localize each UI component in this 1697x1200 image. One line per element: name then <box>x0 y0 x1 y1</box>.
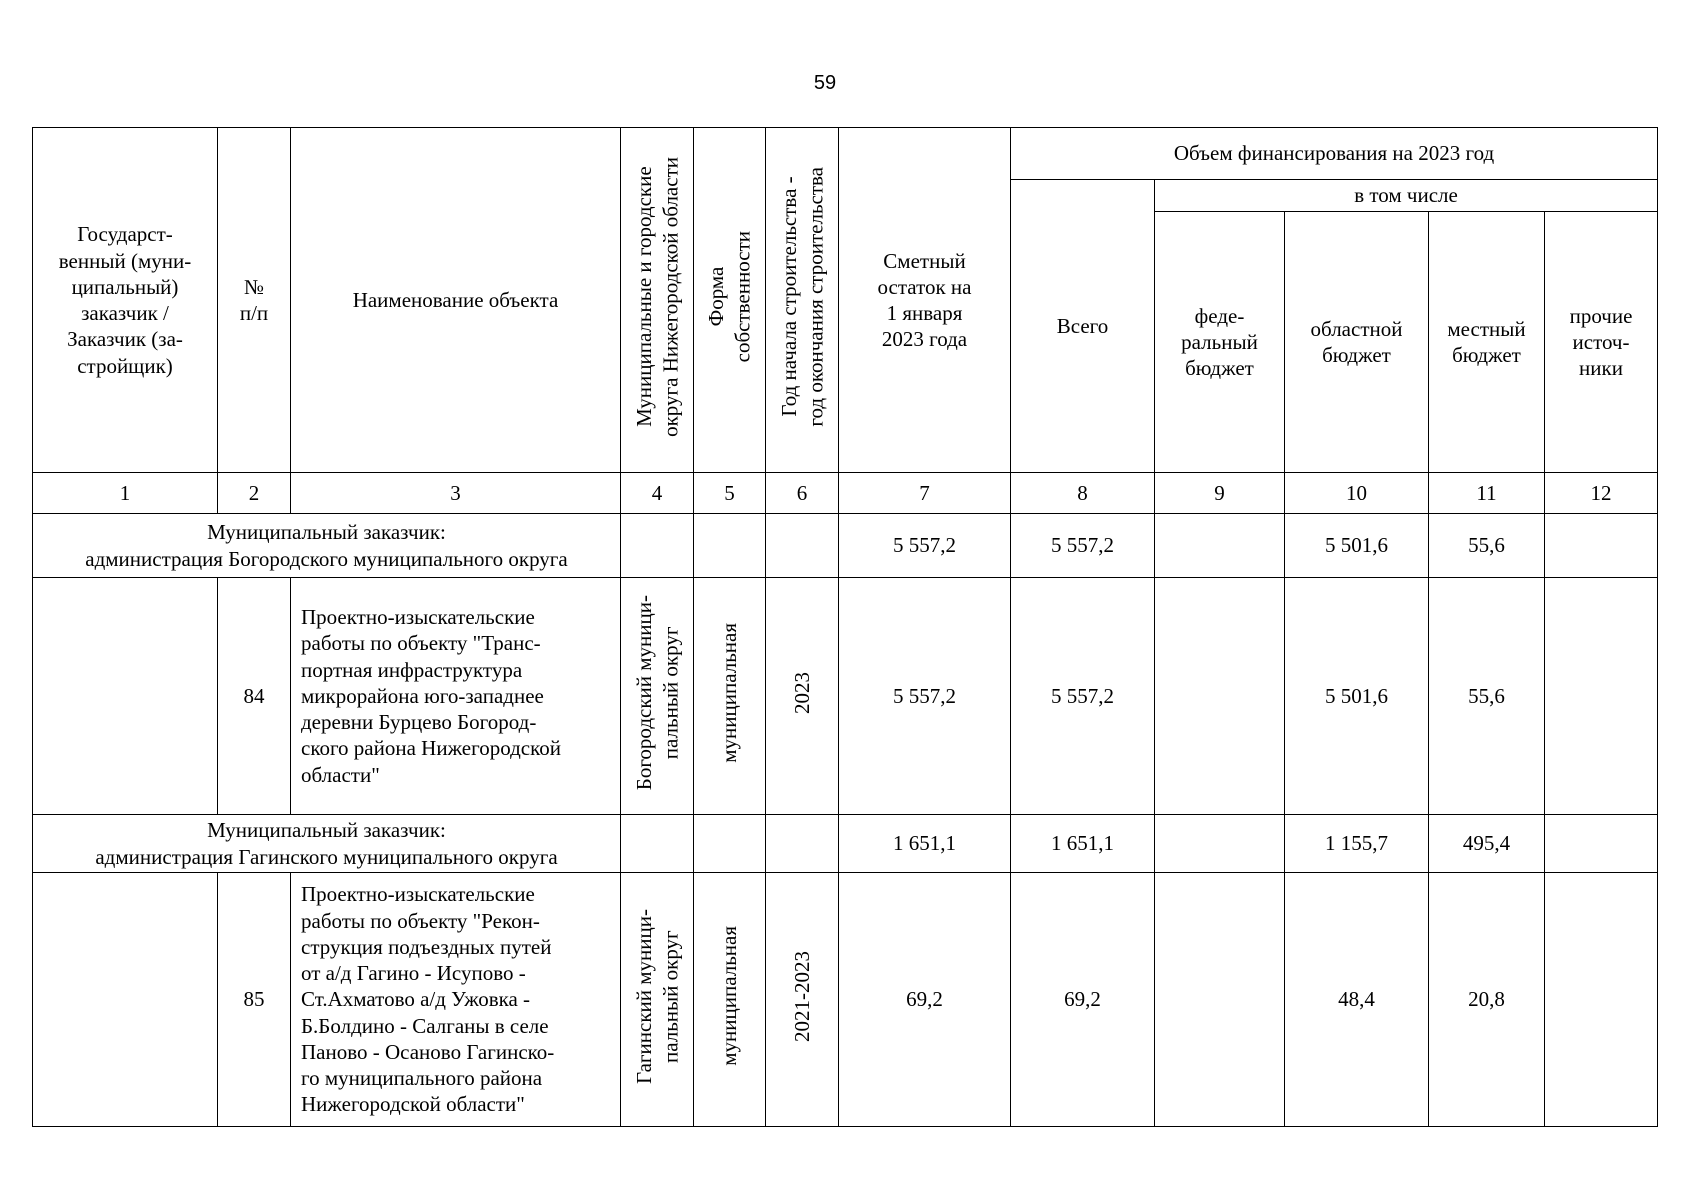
object-years <box>766 578 839 815</box>
object-federal <box>1155 873 1285 1127</box>
col-number: 6 <box>766 473 839 514</box>
object-ownership-text: муниципальная <box>717 622 742 763</box>
section-total: 1 651,1 <box>1011 815 1155 873</box>
header-including: в том числе <box>1155 180 1658 212</box>
object-remainder: 69,2 <box>839 873 1011 1127</box>
col-number: 5 <box>694 473 766 514</box>
header-municipality <box>621 128 694 473</box>
section-local: 55,6 <box>1429 514 1545 578</box>
object-regional: 48,4 <box>1285 873 1429 1127</box>
object-municipality-text: Богородский муници- пальный округ <box>631 595 682 791</box>
header-name: Наименование объекта <box>291 128 621 473</box>
object-municipality-text: Гагинский муници- пальный округ <box>631 908 682 1084</box>
object-municipality <box>621 873 694 1127</box>
col-number: 10 <box>1285 473 1429 514</box>
empty-cell <box>33 578 218 815</box>
section-local: 495,4 <box>1429 815 1545 873</box>
col-number: 8 <box>1011 473 1155 514</box>
header-ownership <box>694 128 766 473</box>
section-remainder: 1 651,1 <box>839 815 1011 873</box>
empty-cell <box>694 514 766 578</box>
empty-cell <box>621 815 694 873</box>
object-local: 20,8 <box>1429 873 1545 1127</box>
col-number: 12 <box>1545 473 1658 514</box>
header-years <box>766 128 839 473</box>
empty-cell <box>621 514 694 578</box>
section-federal <box>1155 815 1285 873</box>
object-row <box>33 578 1658 815</box>
empty-cell <box>766 514 839 578</box>
col-number: 2 <box>218 473 291 514</box>
object-row <box>33 873 1658 1127</box>
section-regional: 5 501,6 <box>1285 514 1429 578</box>
object-ownership <box>694 873 766 1127</box>
object-federal <box>1155 578 1285 815</box>
section-total: 5 557,2 <box>1011 514 1155 578</box>
header-customer: Государст- венный (муни- ципальный) заказчик / Заказчик (за- стройщик) <box>33 128 218 473</box>
header-local: местный бюджет <box>1429 212 1545 473</box>
object-ownership <box>694 578 766 815</box>
section-title: Муниципальный заказчик: администрация Гагинского муниципального округа <box>33 815 621 873</box>
object-years-text: 2021-2023 <box>789 950 814 1042</box>
object-years <box>766 873 839 1127</box>
object-municipality <box>621 578 694 815</box>
header-num: № п/п <box>218 128 291 473</box>
col-number: 9 <box>1155 473 1285 514</box>
object-total: 5 557,2 <box>1011 578 1155 815</box>
object-num: 84 <box>218 578 291 815</box>
section-row <box>33 514 1658 578</box>
section-regional: 1 155,7 <box>1285 815 1429 873</box>
col-number: 4 <box>621 473 694 514</box>
object-local: 55,6 <box>1429 578 1545 815</box>
object-other <box>1545 578 1658 815</box>
section-title: Муниципальный заказчик: администрация Богородского муниципального округа <box>33 514 621 578</box>
object-remainder: 5 557,2 <box>839 578 1011 815</box>
object-total: 69,2 <box>1011 873 1155 1127</box>
section-other <box>1545 514 1658 578</box>
object-regional: 5 501,6 <box>1285 578 1429 815</box>
col-number: 1 <box>33 473 218 514</box>
header-years-text: Год начала строительства - год окончания строительства <box>776 167 827 427</box>
investment-table <box>32 127 1658 1127</box>
header-remainder: Сметный остаток на 1 января 2023 года <box>839 128 1011 473</box>
page-number: 59 <box>813 72 837 94</box>
section-row <box>33 815 1658 873</box>
empty-cell <box>766 815 839 873</box>
empty-cell <box>694 815 766 873</box>
col-number: 11 <box>1429 473 1545 514</box>
header-ownership-text: Форма собственности <box>704 231 755 363</box>
empty-cell <box>33 873 218 1127</box>
header-regional: областной бюджет <box>1285 212 1429 473</box>
col-number: 7 <box>839 473 1011 514</box>
object-ownership-text: муниципальная <box>717 926 742 1067</box>
object-other <box>1545 873 1658 1127</box>
column-number-row <box>33 473 1658 514</box>
section-remainder: 5 557,2 <box>839 514 1011 578</box>
header-funding-group: Объем финансирования на 2023 год <box>1011 128 1658 180</box>
section-federal <box>1155 514 1285 578</box>
object-name: Проектно-изыскательские работы по объекту "Транс- портная инфраструктура микрорайона юго-западнее деревни Бурцево Богород- ского района Нижегородской области" <box>291 578 621 815</box>
header-federal: феде- ральный бюджет <box>1155 212 1285 473</box>
header-other: прочие источ- ники <box>1545 212 1658 473</box>
header-municipality-text: Муниципальные и городские округа Нижегородской области <box>631 156 682 437</box>
section-other <box>1545 815 1658 873</box>
object-num: 85 <box>218 873 291 1127</box>
col-number: 3 <box>291 473 621 514</box>
object-name: Проектно-изыскательские работы по объекту "Рекон- струкция подъездных путей от а/д Гагино - Исупово - Ст.Ахматово а/д Ужовка - Б.Болдино - Салганы в селе Паново - Осаново Гагинско- го муниципального района Нижегородской области" <box>291 873 621 1127</box>
object-years-text: 2023 <box>789 671 814 714</box>
header-total: Всего <box>1011 180 1155 473</box>
